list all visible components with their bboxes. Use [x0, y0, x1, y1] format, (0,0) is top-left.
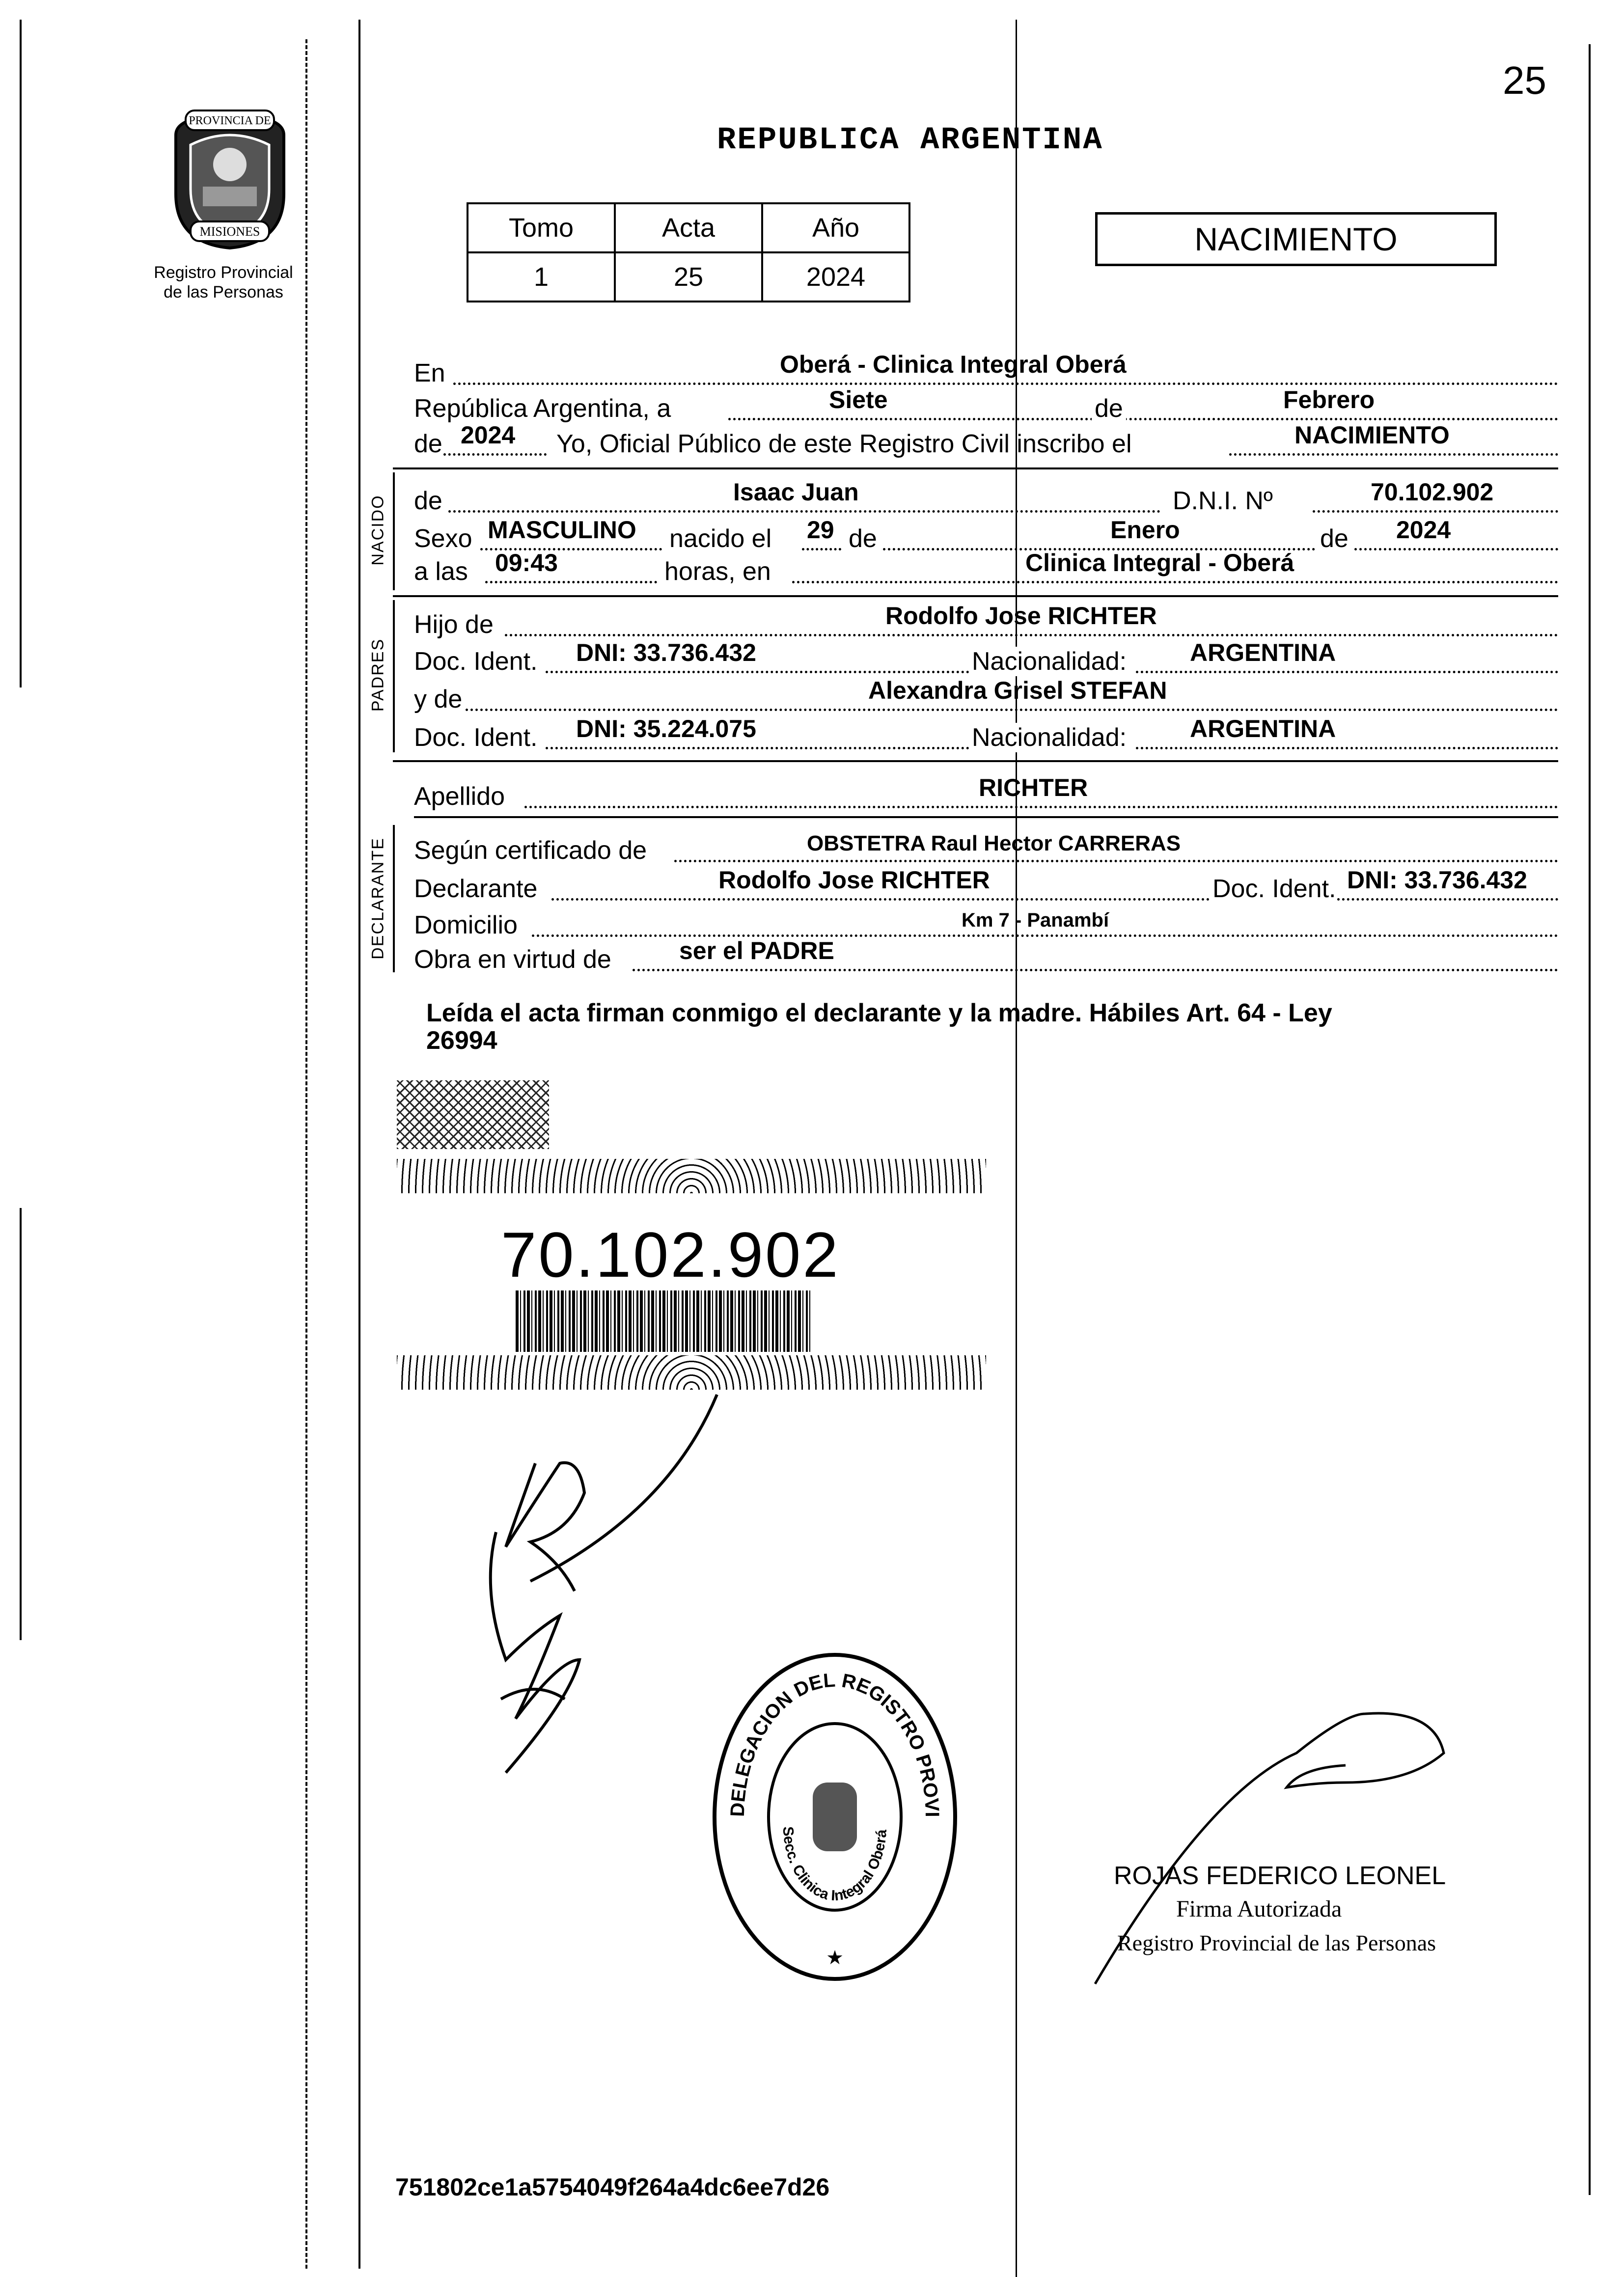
- section-label-padres: PADRES: [368, 638, 387, 712]
- barcode: [516, 1290, 810, 1352]
- closing-statement: Leída el acta firman conmigo el declarante y la madre. Hábiles Art. 64 - Ley 26994: [426, 999, 1332, 1055]
- perforation-line: [305, 39, 307, 2269]
- father-nac: ARGENTINA: [1190, 639, 1336, 666]
- row-nacido-sexo: Sexo MASCULINO nacido el 29 de Enero de 2024: [414, 523, 1558, 552]
- record-table-header-row: [468, 203, 909, 252]
- row-madre-doc: Doc. Ident. DNI: 35.224.075 Nacionalidad: ARGENTINA: [414, 722, 1558, 751]
- barcode-number: 70.102.902: [501, 1219, 840, 1290]
- svg-text:★: ★: [826, 1947, 844, 1969]
- section-label-nacido: NACIDO: [368, 494, 387, 566]
- official-stamp: [710, 1650, 960, 1984]
- father-name: Rodolfo Jose RICHTER: [885, 602, 1157, 630]
- nacido-dni: 70.102.902: [1371, 478, 1494, 506]
- nacido-place: Clinica Integral - Oberá: [1025, 549, 1294, 576]
- right-margin-line: [1589, 44, 1591, 2195]
- year-value: 2024: [461, 421, 516, 449]
- mother-nac: ARGENTINA: [1190, 715, 1336, 742]
- apellido-value: RICHTER: [979, 774, 1088, 801]
- obra-value: ser el PADRE: [679, 937, 834, 964]
- table-cell: 1: [468, 252, 615, 302]
- document-hash: 751802ce1a5754049f264a4dc6ee7d26: [395, 2173, 830, 2201]
- left-margin-line-lower: [20, 1208, 22, 1640]
- officer-role: Firma Autorizada: [1176, 1896, 1342, 1922]
- table-cell: Tomo: [468, 203, 615, 252]
- svg-text:DELEGACION DEL REGISTRO PROVIN: DELEGACION DEL REGISTRO PROVI: [726, 1669, 943, 1817]
- security-pattern: [397, 1080, 549, 1149]
- cert-value: OBSTETRA Raul Hector CARRERAS: [807, 831, 1181, 855]
- row-obra: Obra en virtud de ser el PADRE: [414, 944, 1558, 973]
- svg-text:PROVINCIA DE: PROVINCIA DE: [189, 114, 271, 127]
- binding-line: [358, 20, 360, 2269]
- declarante-doc: DNI: 33.736.432: [1347, 866, 1527, 894]
- left-margin-line: [20, 20, 22, 687]
- row-fecha-inscripcion: República Argentina, a Siete de Febrero: [414, 393, 1558, 422]
- page-number: 25: [1503, 58, 1546, 102]
- officer-org: Registro Provincial de las Personas: [1117, 1930, 1436, 1955]
- nacido-month: Enero: [1110, 516, 1180, 544]
- table-cell: 25: [615, 252, 762, 302]
- svg-text:Secc. Clinica Integral Oberá: Secc. Clinica Integral Oberá: [779, 1826, 890, 1904]
- svg-text:MISIONES: MISIONES: [199, 224, 260, 239]
- row-declarante: Declarante Rodolfo Jose RICHTER Doc. Ident. DNI: 33.736.432: [414, 873, 1558, 903]
- lugar-value: Oberá - Clinica Integral Oberá: [780, 351, 1127, 378]
- row-padre: Hijo de Rodolfo Jose RICHTER: [414, 609, 1558, 638]
- domicilio-value: Km 7 - Panambí: [962, 909, 1109, 931]
- nacido-day: 29: [807, 516, 834, 544]
- record-type-box: NACIMIENTO: [1095, 212, 1497, 266]
- row-lugar: En Oberá - Clinica Integral Oberá: [414, 357, 1558, 387]
- father-doc: DNI: 33.736.432: [576, 639, 756, 666]
- province-seal-icon: [156, 106, 303, 253]
- record-table-value-row: [468, 252, 909, 302]
- row-apellido: Apellido RICHTER: [414, 781, 1558, 810]
- row-certificado: Según certificado de OBSTETRA Raul Hector CARRERAS: [414, 835, 1558, 864]
- month-value: Febrero: [1283, 386, 1375, 413]
- page-title: REPUBLICA ARGENTINA: [717, 123, 1103, 158]
- nacido-name: Isaac Juan: [733, 478, 859, 506]
- security-strip-top: [397, 1159, 986, 1193]
- row-anio-inscripcion: de 2024 Yo, Oficial Público de este Registro Civil inscribo el NACIMIENTO: [414, 428, 1558, 458]
- table-cell: 2024: [762, 252, 909, 302]
- table-cell: Acta: [615, 203, 762, 252]
- row-padre-doc: Doc. Ident. DNI: 33.736.432 Nacionalidad: ARGENTINA: [414, 646, 1558, 675]
- mother-doc: DNI: 35.224.075: [576, 715, 756, 742]
- row-madre: y de Alexandra Grisel STEFAN: [414, 684, 1558, 713]
- sexo-value: MASCULINO: [488, 516, 636, 544]
- province-seal: [156, 106, 303, 253]
- section-label-declarante: DECLARANTE: [368, 837, 387, 960]
- row-nacido-hora: a las 09:43 horas, en Clinica Integral - Oberá: [414, 556, 1558, 585]
- row-domicilio: Domicilio Km 7 - Panambí: [414, 909, 1558, 939]
- day-value: Siete: [829, 386, 888, 413]
- record-table: [467, 202, 910, 302]
- inscribo-value: NACIMIENTO: [1294, 421, 1450, 449]
- table-cell: Año: [762, 203, 909, 252]
- row-nacido-nombre: de Isaac Juan D.N.I. Nº 70.102.902: [414, 485, 1558, 515]
- stamp-icon: [710, 1650, 960, 1984]
- nacido-time: 09:43: [495, 549, 558, 576]
- declarante-name: Rodolfo Jose RICHTER: [718, 866, 990, 894]
- nacido-year: 2024: [1396, 516, 1451, 544]
- mother-name: Alexandra Grisel STEFAN: [868, 677, 1167, 704]
- registry-label: Registro Provincial de las Personas: [154, 263, 293, 302]
- officer-name: ROJAS FEDERICO LEONEL: [1114, 1862, 1446, 1890]
